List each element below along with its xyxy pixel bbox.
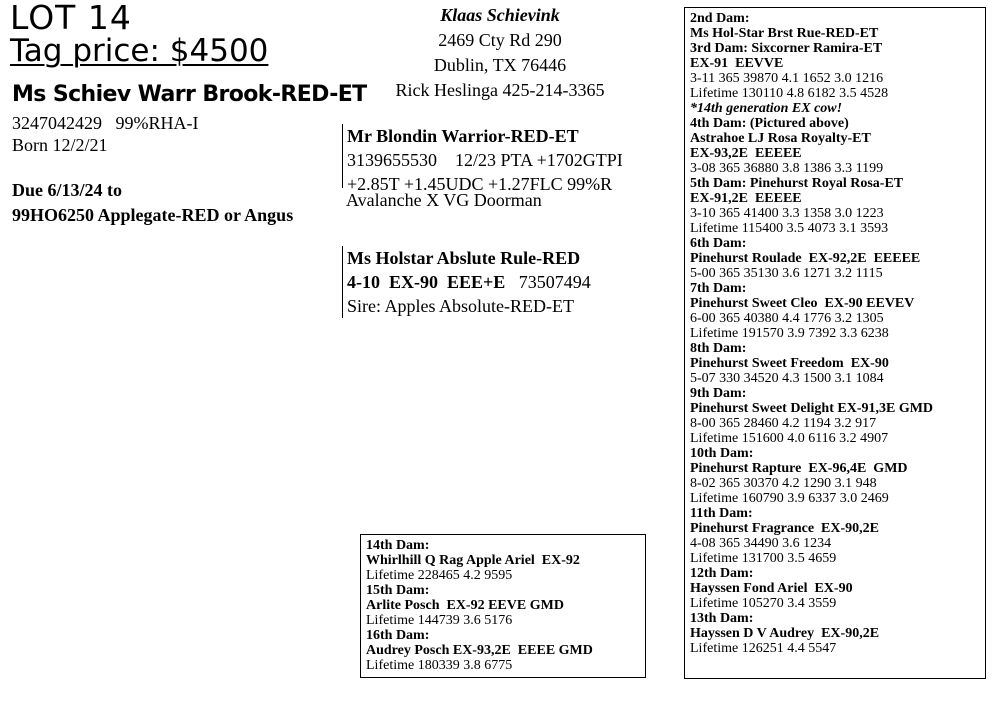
dam-generation-label: 2nd Dam: <box>690 11 750 26</box>
dam-generation-label: 5th Dam: Pinehurst Royal Rosa-ET <box>690 176 904 191</box>
dam-sire: Sire: Apples Absolute-RED-ET <box>347 296 574 316</box>
sire-line-1: 3139655530 12/23 PTA +1702GTPI <box>347 150 623 170</box>
dam-name-line: Audrey Posch EX-93,2E EEEE GMD <box>366 643 593 658</box>
dam-record-line: Lifetime 126251 4.4 5547 <box>690 641 837 656</box>
dam-generation-label: 3rd Dam: Sixcorner Ramira-ET <box>690 41 883 56</box>
dam-generation-label: 4th Dam: (Pictured above) <box>690 116 849 131</box>
sire-line-2: +2.85T +1.45UDC +1.27FLC 99%R <box>347 174 613 194</box>
dam-classification: 4-10 EX-90 EEE+E <box>347 272 506 292</box>
dam-name-line: EX-93,2E EEEEE <box>690 146 802 161</box>
dam-name-line: Pinehurst Sweet Cleo EX-90 EEVEV <box>690 296 915 311</box>
dam-record-line: Lifetime 131700 3.5 4659 <box>690 551 837 566</box>
birth-date: Born 12/2/21 <box>12 135 108 155</box>
dam-generation-label: 8th Dam: <box>690 341 747 356</box>
dam-record-line: Lifetime 191570 3.9 7392 3.3 6238 <box>690 326 889 341</box>
dam-note: *14th generation EX cow! <box>690 101 843 116</box>
dam-record-line: 8-00 365 28460 4.2 1194 3.2 917 <box>690 416 877 431</box>
dam-record-line: Lifetime 144739 3.6 5176 <box>366 613 513 628</box>
dam-generation-label: 10th Dam: <box>690 446 754 461</box>
dam-name-line: Hayssen Fond Ariel EX-90 <box>690 581 853 596</box>
dam-record-line: 5-07 330 34520 4.3 1500 3.1 1084 <box>690 371 884 386</box>
dam-generation-label: 9th Dam: <box>690 386 747 401</box>
owner-address-2: Dublin, TX 76446 <box>433 55 567 75</box>
dam-generation-label: 11th Dam: <box>690 506 753 521</box>
sire-pedigree: Avalanche X VG Doorman <box>346 190 542 210</box>
sire-block <box>342 124 623 194</box>
dam-record-line: 8-02 365 30370 4.2 1290 3.1 948 <box>690 476 877 491</box>
dam-record-line: Lifetime 115400 3.5 4073 3.1 3593 <box>690 221 889 236</box>
dam-generation-label: 14th Dam: <box>366 538 430 553</box>
dam-name-line: Hayssen D V Audrey EX-90,2E <box>690 626 880 641</box>
dam-record-line: 3-10 365 41400 3.3 1358 3.0 1223 <box>690 206 884 221</box>
due-date-block <box>12 178 293 228</box>
owner-contact: Rick Heslinga 425-214-3365 <box>395 80 605 100</box>
dam-name-line: Pinehurst Sweet Delight EX-91,3E GMD <box>690 401 934 416</box>
dam-record-line: 5-00 365 35130 3.6 1271 3.2 1115 <box>690 266 883 281</box>
dam-name: Ms Holstar Abslute Rule-RED <box>347 248 581 268</box>
dam-name-line: Pinehurst Rapture EX-96,4E GMD <box>690 461 908 476</box>
dam-name-line: Pinehurst Fragrance EX-90,2E <box>690 521 879 536</box>
dam-generation-label: 16th Dam: <box>366 628 430 643</box>
dam-generation-label: 15th Dam: <box>366 583 430 598</box>
dam-name-line: Pinehurst Roulade EX-92,2E EEEEE <box>690 251 921 266</box>
dam-record-line: Lifetime 130110 4.8 6182 3.5 4528 <box>690 86 889 101</box>
dam-record-line: Lifetime 228465 4.2 9595 <box>366 568 513 583</box>
animal-name: Ms Schiev Warr Brook-RED-ET <box>12 82 367 107</box>
dam-record-line: Lifetime 105270 3.4 3559 <box>690 596 837 611</box>
dam-record-line: 6-00 365 40380 4.4 1776 3.2 1305 <box>690 311 884 326</box>
animal-registration <box>12 112 199 156</box>
dam-generation-label: 7th Dam: <box>690 281 747 296</box>
dam-record-line: Lifetime 151600 4.0 6116 3.2 4907 <box>690 431 889 446</box>
sire-name: Mr Blondin Warrior-RED-ET <box>347 126 579 146</box>
dam-name-line: Pinehurst Sweet Freedom EX-90 <box>690 356 889 371</box>
dam-record-line: 4-08 365 34490 3.6 1234 <box>690 536 832 551</box>
owner-info <box>330 3 670 103</box>
dam-record-line: 3-11 365 39870 4.1 1652 3.0 1216 <box>690 71 884 86</box>
owner-name: Klaas Schievink <box>440 5 560 25</box>
dam-generation-label: 13th Dam: <box>690 611 754 626</box>
dam-name-line: EX-91,2E EEEEE <box>690 191 802 206</box>
lot-number: LOT 14 <box>10 0 132 37</box>
breed-percentage: 99%RHA-I <box>115 113 199 133</box>
dam-name-line: Whirlhill Q Rag Apple Ariel EX-92 <box>366 553 580 568</box>
dam-name-line: Ms Hol-Star Brst Rue-RED-ET <box>690 26 879 41</box>
dam-generation-label: 12th Dam: <box>690 566 754 581</box>
tag-price: Tag price: $4500 <box>10 33 269 69</box>
owner-address-1: 2469 Cty Rd 290 <box>438 30 562 50</box>
dam-record-line: Lifetime 160790 3.9 6337 3.0 2469 <box>690 491 889 506</box>
dam-generation-label: 6th Dam: <box>690 236 747 251</box>
service-sire: 99HO6250 Applegate-RED or Angus <box>12 205 294 225</box>
pedigree-box-extended <box>360 534 646 678</box>
dam-name-line: EX-91 EEVVE <box>690 56 784 71</box>
dam-name-line: Arlite Posch EX-92 EEVE GMD <box>366 598 564 613</box>
registration-number: 3247042429 <box>12 113 102 133</box>
dam-record-line: Lifetime 180339 3.8 6775 <box>366 658 513 673</box>
due-date: Due 6/13/24 to <box>12 180 122 200</box>
dam-record-line: 3-08 365 36880 3.8 1386 3.3 1199 <box>690 161 884 176</box>
dam-registration: 73507494 <box>518 272 591 292</box>
pedigree-box <box>684 7 986 679</box>
dam-name-line: Astrahoe LJ Rosa Royalty-ET <box>690 131 871 146</box>
dam-block <box>342 246 591 318</box>
